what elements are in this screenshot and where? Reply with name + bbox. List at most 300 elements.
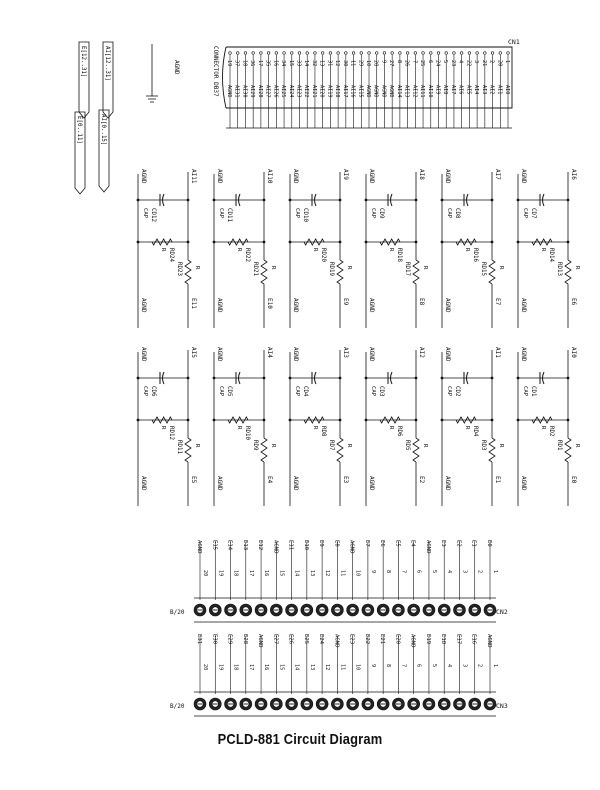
series-resistor-ref: RD23 [176, 262, 182, 276]
terminal-number: 20 [202, 570, 208, 577]
capacitor-ref: CD3 [378, 386, 384, 397]
terminal-number: 14 [293, 570, 300, 577]
junction-dot [137, 419, 140, 422]
connector-signal-label: AI22 [303, 85, 310, 98]
connector-signal-label: AI15 [357, 85, 364, 98]
connector-signal-label: AI17 [341, 85, 348, 98]
connector-name: CONNECTOR DB37 [212, 46, 219, 97]
connector-pin-number: 18 [241, 60, 248, 67]
junction-dot [365, 419, 368, 422]
connector-signal-label: AI23 [295, 85, 302, 98]
series-resistor [489, 438, 495, 462]
junction-dot [187, 419, 190, 422]
terminal-number: 7 [400, 664, 407, 668]
diagram-caption: PCLD-881 Circuit Diagram [217, 731, 383, 748]
capacitor-value: CAP [370, 386, 376, 397]
terminal-signal-label: E27 [272, 634, 279, 645]
capacitor-value: CAP [142, 208, 148, 219]
connector-signal-label: AI20 [318, 85, 325, 98]
terminal-number: 13 [308, 570, 315, 577]
connector-pin [267, 52, 270, 55]
terminal-signal-label: E20 [394, 634, 401, 645]
junction-dot [339, 199, 342, 202]
shunt-resistor-ref: RD20 [320, 248, 326, 262]
channel-gnd-label: AGND [444, 476, 451, 491]
connector-signal-label: AGND [372, 85, 379, 98]
connector-signal-label: AI19 [326, 85, 333, 98]
connector-pin [329, 52, 332, 55]
series-resistor-value: R [498, 444, 504, 448]
terminal-signal-label: AGND [348, 540, 355, 554]
channel-gnd-label: AGND [216, 476, 223, 491]
terminal-number: 10 [354, 570, 361, 577]
connector-signal-label: AGND [380, 85, 387, 98]
series-resistor-value: R [346, 266, 352, 270]
junction-dot [339, 377, 342, 380]
connector-pin-number: 13 [318, 60, 325, 67]
connector-pin [507, 52, 510, 55]
terminal-signal-label: AGND [272, 540, 279, 554]
terminal-signal-label: E28 [241, 634, 248, 645]
capacitor-value: CAP [446, 386, 452, 397]
terminal-signal-label: E1 [470, 540, 477, 547]
shunt-resistor-ref: RD24 [168, 248, 174, 262]
connector-pin-number: 8 [395, 60, 402, 64]
terminal-block-ref: CN3 [496, 702, 508, 710]
capacitor-ref: CD8 [454, 208, 460, 219]
connector-signal-label: AI14 [395, 85, 402, 98]
terminal-number: 8 [385, 664, 392, 668]
terminal-signal-label: E11 [287, 540, 294, 551]
channel-gnd-label: AGND [140, 298, 147, 313]
connector-pin-number: 1 [504, 60, 510, 64]
terminal-number: 1 [492, 570, 498, 574]
connector-ref: CN1 [508, 38, 520, 46]
channel-output-label: E1 [494, 476, 501, 484]
connector-pin [414, 52, 417, 55]
channel-input-label: AI0 [570, 347, 577, 358]
series-resistor-value: R [194, 266, 200, 270]
connector-shell-curve [223, 47, 227, 108]
connector-pin [345, 52, 348, 55]
terminal-block-cn2 [170, 540, 508, 622]
shunt-resistor [380, 239, 400, 245]
connector-pin [383, 52, 386, 55]
connector-pin-number: 32 [310, 60, 317, 67]
junction-dot [213, 241, 216, 244]
connector-pin [391, 52, 394, 55]
series-resistor [337, 438, 343, 462]
terminal-number: 18 [232, 664, 239, 671]
channel-gnd-label: AGND [216, 298, 223, 313]
connector-pin-number: 12 [334, 60, 341, 67]
capacitor-ref: CD12 [150, 208, 156, 222]
shunt-resistor-ref: RD6 [396, 426, 402, 437]
capacitor-ref: CD11 [226, 208, 232, 222]
junction-dot [263, 241, 266, 244]
terminal-signal-label: E23 [348, 634, 355, 645]
capacitor-ref: CD1 [530, 386, 536, 397]
connector-signal-label: AI31 [233, 85, 240, 98]
terminal-signal-label: E8 [333, 540, 340, 547]
rc-channel-e0 [517, 347, 580, 506]
channel-gnd-label: AGND [292, 476, 299, 491]
junction-dot [365, 377, 368, 380]
terminal-number: 6 [415, 664, 422, 668]
terminal-blocks [170, 540, 508, 716]
shunt-resistor-value: R [160, 426, 166, 430]
rc-channel-e2 [365, 347, 428, 506]
channel-gnd-label: AGND [140, 476, 147, 491]
terminal-signal-label: E6 [379, 540, 386, 547]
terminal-signal-label: E3 [440, 540, 447, 547]
series-resistor-value: R [270, 266, 276, 270]
series-resistor-ref: RD13 [556, 262, 562, 276]
connector-pin [422, 52, 425, 55]
terminal-number: 8 [385, 570, 392, 574]
capacitor-value: CAP [294, 386, 300, 397]
channel-output-label: E9 [342, 298, 349, 306]
connector-signal-label: AI5 [465, 85, 472, 95]
channel-input-label: AI1 [494, 347, 501, 358]
series-resistor-ref: RD11 [176, 440, 182, 454]
junction-dot [289, 377, 292, 380]
connector-pin-number: 3 [473, 60, 480, 64]
connector-pin-number: 14 [303, 60, 310, 67]
connector-signal-label: AI28 [256, 85, 263, 98]
junction-dot [289, 241, 292, 244]
shunt-resistor [304, 239, 324, 245]
connector-pin [244, 52, 247, 55]
connector-signal-label: AI16 [349, 85, 356, 98]
terminal-signal-label: E26 [287, 634, 294, 645]
terminal-number: 2 [476, 570, 483, 574]
terminal-signal-label: E7 [363, 540, 370, 547]
terminal-number: 12 [324, 664, 331, 671]
junction-dot [137, 377, 140, 380]
rc-channel-e7 [441, 169, 504, 328]
junction-dot [415, 377, 418, 380]
terminal-signal-label: E0 [486, 540, 492, 547]
terminal-signal-label: E16 [470, 634, 477, 645]
shunt-resistor-ref: RD16 [472, 248, 478, 262]
shunt-resistor-value: R [464, 248, 470, 252]
terminal-number: 3 [461, 570, 468, 574]
channel-output-label: E5 [190, 476, 197, 484]
shunt-resistor [152, 417, 172, 423]
connector-pin-number: 9 [380, 60, 387, 64]
connector-pin [491, 52, 494, 55]
shunt-resistor [152, 239, 172, 245]
channel-gnd-label: AGND [368, 476, 375, 491]
channel-output-label: E4 [266, 476, 273, 484]
channel-gnd-label: AGND [444, 169, 451, 184]
connector-signal-label: AI21 [310, 85, 317, 98]
shunt-resistor-ref: RD14 [548, 248, 554, 262]
terminal-block-ref: CN2 [496, 608, 508, 616]
connector-pin-number: 20 [496, 60, 503, 67]
junction-dot [339, 419, 342, 422]
connector-pin [460, 52, 463, 55]
junction-dot [567, 241, 570, 244]
junction-dot [263, 419, 266, 422]
junction-dot [517, 377, 520, 380]
capacitor-value: CAP [446, 208, 452, 219]
terminal-block-cn3 [170, 634, 508, 716]
terminal-number: 20 [202, 664, 208, 671]
connector-signal-label: AI0 [504, 85, 510, 95]
terminal-number: 19 [217, 664, 224, 671]
channel-output-label: E11 [190, 298, 197, 309]
connector-signal-label: AI1 [496, 85, 503, 95]
channel-gnd-label: AGND [368, 347, 375, 362]
channel-gnd-label: AGND [444, 347, 451, 362]
junction-dot [289, 419, 292, 422]
terminal-signal-label: E14 [226, 540, 233, 551]
connector-signal-label: AI13 [403, 85, 410, 98]
shunt-resistor [304, 417, 324, 423]
terminal-number: 2 [476, 664, 483, 668]
connector-pin [283, 52, 286, 55]
connector-pin [337, 52, 340, 55]
connector-signal-label: AGND [388, 85, 395, 98]
capacitor-value: CAP [522, 208, 528, 219]
connector-pin [429, 52, 432, 55]
channel-gnd-label: AGND [520, 169, 527, 184]
series-resistor-ref: RD17 [404, 262, 410, 276]
connector-pin-number: 24 [434, 60, 441, 67]
connector-pin [275, 52, 278, 55]
capacitor-ref: CD9 [378, 208, 384, 219]
shunt-resistor [228, 239, 248, 245]
terminal-signal-label: E29 [226, 634, 233, 645]
terminal-number: 16 [263, 570, 270, 577]
junction-dot [289, 199, 292, 202]
series-resistor [185, 438, 191, 462]
channel-output-label: E7 [494, 298, 501, 306]
junction-dot [567, 199, 570, 202]
channel-output-label: E6 [570, 298, 577, 306]
series-resistor-value: R [422, 266, 428, 270]
shunt-resistor-value: R [236, 426, 242, 430]
terminal-signal-label: E2 [455, 540, 462, 547]
shunt-resistor-ref: RD18 [396, 248, 402, 262]
series-resistor-value: R [498, 266, 504, 270]
junction-dot [365, 241, 368, 244]
shunt-resistor-value: R [312, 248, 318, 252]
series-resistor [261, 438, 267, 462]
channel-gnd-label: AGND [520, 476, 527, 491]
channel-row-bottom [137, 347, 580, 506]
junction-dot [213, 199, 216, 202]
connector-signal-label: AI8 [442, 85, 449, 95]
connector-pin-number: 30 [341, 60, 348, 67]
connector-pin [290, 52, 293, 55]
junction-dot [263, 377, 266, 380]
connector-pin-number: 31 [326, 60, 333, 67]
terminal-signal-label: E18 [440, 634, 447, 645]
channel-output-label: E0 [570, 476, 577, 484]
junction-dot [517, 419, 520, 422]
junction-dot [137, 199, 140, 202]
terminal-signal-label: E21 [379, 634, 386, 645]
shunt-resistor-value: R [160, 248, 166, 252]
channel-input-label: AI5 [190, 347, 197, 358]
terminal-signal-label: E15 [211, 540, 218, 551]
junction-dot [213, 419, 216, 422]
junction-dot [567, 377, 570, 380]
terminal-signal-label: E30 [211, 634, 218, 645]
terminal-signal-label: E13 [241, 540, 248, 551]
terminal-number: 16 [263, 664, 270, 671]
channel-gnd-label: AGND [444, 298, 451, 313]
bus-ground-label: AGND [173, 60, 180, 75]
connector-pin [321, 52, 324, 55]
series-resistor-ref: RD21 [252, 262, 258, 276]
shunt-resistor [456, 239, 476, 245]
shunt-resistor-ref: RD4 [472, 426, 478, 437]
shunt-resistor-ref: RD2 [548, 426, 554, 437]
connector-signal-label: AI24 [287, 85, 294, 98]
rc-channel-e3 [289, 347, 352, 506]
series-resistor-value: R [194, 444, 200, 448]
junction-dot [567, 419, 570, 422]
connector-pin [229, 52, 232, 55]
series-resistor [565, 260, 571, 284]
shunt-resistor [532, 417, 552, 423]
terminal-number: 9 [369, 570, 376, 574]
terminal-number: 7 [400, 570, 407, 574]
connector-pin-number: 17 [256, 60, 263, 67]
junction-dot [415, 419, 418, 422]
connector-pin-number: 25 [419, 60, 426, 67]
series-resistor-ref: RD1 [556, 440, 562, 451]
terminal-block-pin-ref: B/20 [170, 609, 185, 616]
terminal-signal-label: E5 [394, 540, 401, 547]
connector-pin [314, 52, 317, 55]
junction-dot [415, 241, 418, 244]
series-resistor-value: R [422, 444, 428, 448]
junction-dot [517, 241, 520, 244]
channel-gnd-label: AGND [140, 347, 147, 362]
terminal-signal-label: E19 [424, 634, 431, 645]
terminal-number: 6 [415, 570, 422, 574]
terminal-number: 15 [278, 570, 285, 577]
channel-gnd-label: AGND [292, 169, 299, 184]
terminal-signal-label: E24 [318, 634, 325, 645]
connector-pin [375, 52, 378, 55]
connector-signal-label: AI25 [280, 85, 287, 98]
connector-pin-number: 22 [465, 60, 472, 67]
channel-gnd-label: AGND [292, 347, 299, 362]
connector-pin [252, 52, 255, 55]
connector-signal-label: AI9 [434, 85, 441, 95]
series-resistor-value: R [346, 444, 352, 448]
terminal-signal-label: E10 [302, 540, 309, 551]
connector-pin-number: 36 [249, 60, 256, 67]
connector-pin-number: 6 [426, 60, 433, 64]
series-resistor [489, 260, 495, 284]
rc-channel-e8 [365, 169, 428, 328]
capacitor-value: CAP [218, 386, 224, 397]
terminal-number: 4 [446, 664, 453, 668]
series-resistor [185, 260, 191, 284]
connector-pin [406, 52, 409, 55]
channel-input-label: AI9 [342, 169, 349, 180]
terminal-signal-label: AGND [486, 634, 492, 648]
junction-dot [491, 419, 494, 422]
shunt-resistor-ref: RD10 [244, 426, 250, 440]
connector-signal-label: AI29 [249, 85, 256, 98]
shunt-resistor [380, 417, 400, 423]
rc-channel-e11 [137, 169, 200, 328]
junction-dot [441, 199, 444, 202]
connector-pin-number: 7 [411, 60, 418, 64]
connector-pin-number: 21 [480, 60, 487, 67]
connector-pin-number: 5 [442, 60, 449, 64]
connector-signal-label: AI18 [334, 85, 341, 98]
connector-pin [445, 52, 448, 55]
terminal-signal-label: E22 [363, 634, 370, 645]
terminal-signal-label: E4 [409, 540, 416, 547]
connector-signal-label: AI3 [480, 85, 487, 95]
shunt-resistor-ref: RD12 [168, 426, 174, 440]
capacitor-value: CAP [218, 208, 224, 219]
channel-row-top [137, 169, 580, 328]
rc-channel-e9 [289, 169, 352, 328]
capacitor-value: CAP [522, 386, 528, 397]
terminal-signal-label: E31 [196, 634, 202, 645]
channel-input-label: AI11 [190, 169, 197, 184]
junction-dot [213, 377, 216, 380]
shunt-resistor-value: R [388, 248, 394, 252]
terminal-signal-label: AGND [409, 634, 416, 648]
terminal-number: 1 [492, 664, 498, 668]
series-resistor-ref: RD5 [404, 440, 410, 451]
capacitor-ref: CD6 [150, 386, 156, 397]
rc-channel-e10 [213, 169, 276, 328]
shunt-resistor-value: R [464, 426, 470, 430]
connector-signal-label: AI27 [264, 85, 271, 98]
connector-pin [453, 52, 456, 55]
connector-pin [476, 52, 479, 55]
terminal-number: 11 [339, 664, 346, 671]
shunt-resistor-value: R [236, 248, 242, 252]
series-resistor-value: R [270, 444, 276, 448]
shunt-resistor-ref: RD8 [320, 426, 326, 437]
connector-signal-label: AGND [226, 85, 232, 98]
terminal-signal-label: AGND [196, 540, 202, 554]
junction-dot [339, 241, 342, 244]
connector-pin-number: 16 [272, 60, 279, 67]
junction-dot [187, 199, 190, 202]
terminal-number: 18 [232, 570, 239, 577]
capacitor-ref: CD4 [302, 386, 308, 397]
junction-dot [263, 199, 266, 202]
channel-output-label: E3 [342, 476, 349, 484]
terminal-signal-label: E17 [455, 634, 462, 645]
connector-signal-label: AI6 [457, 85, 464, 95]
terminal-signal-label: E25 [302, 634, 309, 645]
channel-output-label: E8 [418, 298, 425, 306]
shunt-resistor-value: R [540, 426, 546, 430]
connector-pin-number: 15 [287, 60, 294, 67]
rc-channel-e5 [137, 347, 200, 506]
junction-dot [187, 377, 190, 380]
shunt-resistor-value: R [540, 248, 546, 252]
bus-label: AI[12..31] [104, 46, 110, 81]
series-resistor-ref: RD3 [480, 440, 486, 451]
